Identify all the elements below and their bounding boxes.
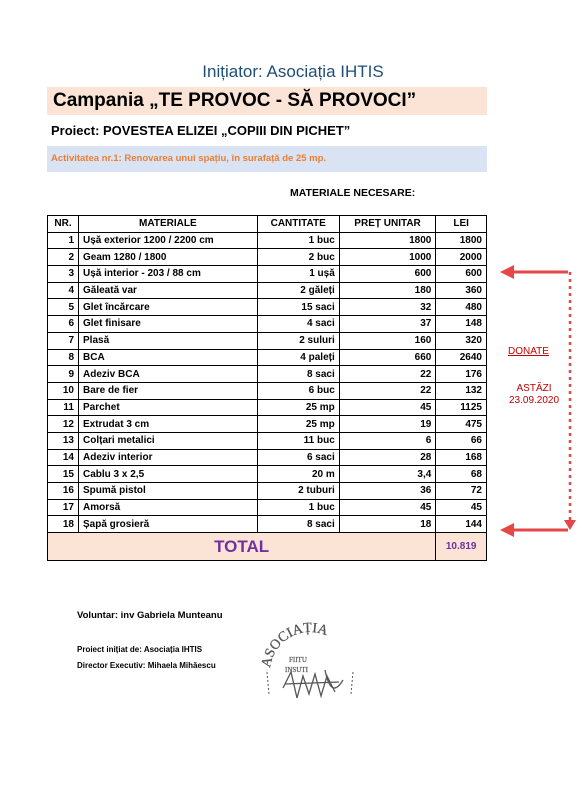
activity-line: Activitatea nr.1: Renovarea unui spațiu, în surafață de 25 mp. — [47, 146, 487, 172]
donate-label: DONATE — [508, 346, 549, 357]
cell-total-lei: 1800 — [436, 232, 487, 249]
cell-quantity: 11 buc — [257, 432, 339, 449]
cell-material: Șapă grosieră — [79, 516, 258, 533]
column-header-pret-unitar: PREȚ UNITAR — [339, 216, 436, 233]
date-label-date: 23.09.2020 — [509, 395, 560, 406]
cell-quantity: 1 ușă — [257, 266, 339, 283]
organization-stamp — [255, 610, 365, 710]
materials-heading: MATERIALE NECESARE: — [290, 187, 416, 199]
cell-material: Glet încărcare — [79, 299, 258, 316]
cell-total-lei: 2640 — [436, 349, 487, 366]
cell-total-lei: 148 — [436, 316, 487, 333]
cell-quantity: 25 mp — [257, 399, 339, 416]
cell-material: Glet finisare — [79, 316, 258, 333]
cell-quantity: 6 saci — [257, 449, 339, 466]
cell-nr: 1 — [48, 232, 79, 249]
cell-unit-price: 160 — [339, 332, 436, 349]
cell-total-lei: 45 — [436, 499, 487, 516]
arrow-bottom-head — [500, 523, 514, 537]
initiated-by-line: Proiect inițiat de: Asociația IHTIS — [77, 645, 203, 654]
cell-unit-price: 660 — [339, 349, 436, 366]
cell-material: Cablu 3 x 2,5 — [79, 466, 258, 483]
volunteer-line: Voluntar: inv Gabriela Munteanu — [77, 610, 223, 621]
cell-nr: 14 — [48, 449, 79, 466]
cell-material: Extrudat 3 cm — [79, 416, 258, 433]
cell-material: Adeziv interior — [79, 449, 258, 466]
cell-quantity: 20 m — [257, 466, 339, 483]
cell-material: BCA — [79, 349, 258, 366]
cell-quantity: 1 buc — [257, 499, 339, 516]
cell-material: Colțari metalici — [79, 432, 258, 449]
cell-nr: 5 — [48, 299, 79, 316]
cell-nr: 4 — [48, 282, 79, 299]
stamp-inner-text-2: INSUTI — [285, 666, 308, 674]
cell-unit-price: 600 — [339, 266, 436, 283]
column-header-materiale: MATERIALE — [79, 216, 258, 233]
cell-total-lei: 475 — [436, 416, 487, 433]
signature-scribble — [283, 670, 343, 698]
cell-unit-price: 6 — [339, 432, 436, 449]
cell-quantity: 15 saci — [257, 299, 339, 316]
cell-unit-price: 180 — [339, 282, 436, 299]
cell-nr: 15 — [48, 466, 79, 483]
cell-total-lei: 600 — [436, 266, 487, 283]
cell-unit-price: 19 — [339, 416, 436, 433]
cell-material: Plasă — [79, 332, 258, 349]
cell-total-lei: 144 — [436, 516, 487, 533]
cell-quantity: 2 găleți — [257, 282, 339, 299]
cell-nr: 18 — [48, 516, 79, 533]
cell-material: Ușă exterior 1200 / 2200 cm — [79, 232, 258, 249]
cell-total-lei: 176 — [436, 366, 487, 383]
cell-quantity: 25 mp — [257, 416, 339, 433]
cell-quantity: 1 buc — [257, 232, 339, 249]
total-label: TOTAL — [48, 533, 436, 561]
cell-quantity: 2 buc — [257, 249, 339, 266]
cell-unit-price: 18 — [339, 516, 436, 533]
project-title: Proiect: POVESTEA ELIZEI „COPIII DIN PICHET” — [51, 123, 351, 138]
cell-nr: 16 — [48, 483, 79, 500]
cell-unit-price: 22 — [339, 366, 436, 383]
cell-material: Adeziv BCA — [79, 366, 258, 383]
cell-material: Bare de fier — [79, 382, 258, 399]
cell-total-lei: 320 — [436, 332, 487, 349]
cell-nr: 13 — [48, 432, 79, 449]
cell-total-lei: 480 — [436, 299, 487, 316]
cell-unit-price: 28 — [339, 449, 436, 466]
cell-material: Găleată var — [79, 282, 258, 299]
cell-nr: 12 — [48, 416, 79, 433]
cell-material: Geam 1280 / 1800 — [79, 249, 258, 266]
cell-quantity: 4 paleți — [257, 349, 339, 366]
cell-total-lei: 72 — [436, 483, 487, 500]
cell-total-lei: 360 — [436, 282, 487, 299]
cell-nr: 8 — [48, 349, 79, 366]
cell-material: Spumă pistol — [79, 483, 258, 500]
cell-unit-price: 32 — [339, 299, 436, 316]
stamp-inner-text-1: FIITU — [289, 656, 307, 664]
cell-unit-price: 22 — [339, 382, 436, 399]
cell-nr: 9 — [48, 366, 79, 383]
cell-total-lei: 132 — [436, 382, 487, 399]
cell-nr: 2 — [48, 249, 79, 266]
cell-nr: 11 — [48, 399, 79, 416]
cell-total-lei: 68 — [436, 466, 487, 483]
cell-nr: 3 — [48, 266, 79, 283]
cell-quantity: 8 saci — [257, 366, 339, 383]
cell-total-lei: 1125 — [436, 399, 487, 416]
cell-nr: 7 — [48, 332, 79, 349]
cell-nr: 6 — [48, 316, 79, 333]
cell-total-lei: 2000 — [436, 249, 487, 266]
total-value: 10.819 — [436, 533, 487, 561]
cell-total-lei: 66 — [436, 432, 487, 449]
date-label-word: ASTĂZI — [516, 383, 552, 394]
column-header-lei: LEI — [436, 216, 487, 233]
cell-quantity: 8 saci — [257, 516, 339, 533]
cell-total-lei: 168 — [436, 449, 487, 466]
cell-material: Parchet — [79, 399, 258, 416]
cell-unit-price: 45 — [339, 499, 436, 516]
date-label — [509, 383, 559, 407]
cell-nr: 17 — [48, 499, 79, 516]
cell-unit-price: 1800 — [339, 232, 436, 249]
cell-nr: 10 — [48, 382, 79, 399]
cell-quantity: 2 tuburi — [257, 483, 339, 500]
stamp-side-left — [267, 672, 269, 694]
cell-unit-price: 3,4 — [339, 466, 436, 483]
cell-material: Ușă interior - 203 / 88 cm — [79, 266, 258, 283]
director-line: Director Executiv: Mihaela Mihăescu — [77, 661, 216, 670]
cell-quantity: 2 suluri — [257, 332, 339, 349]
initiator-line: Inițiator: Asociația IHTIS — [202, 62, 384, 81]
cell-quantity: 6 buc — [257, 382, 339, 399]
column-header-cantitate: CANTITATE — [257, 216, 339, 233]
column-header-nr: NR. — [48, 216, 79, 233]
cell-unit-price: 37 — [339, 316, 436, 333]
cell-unit-price: 45 — [339, 399, 436, 416]
cell-quantity: 4 saci — [257, 316, 339, 333]
arrow-top-head — [500, 265, 514, 279]
cell-unit-price: 1000 — [339, 249, 436, 266]
cell-unit-price: 36 — [339, 483, 436, 500]
campaign-title: Campania „TE PROVOC - SĂ PROVOCI” — [47, 87, 487, 115]
stamp-side-right — [351, 672, 353, 694]
cell-material: Amorsă — [79, 499, 258, 516]
stamp-arc-text: ASOCIAȚIA — [259, 620, 330, 669]
